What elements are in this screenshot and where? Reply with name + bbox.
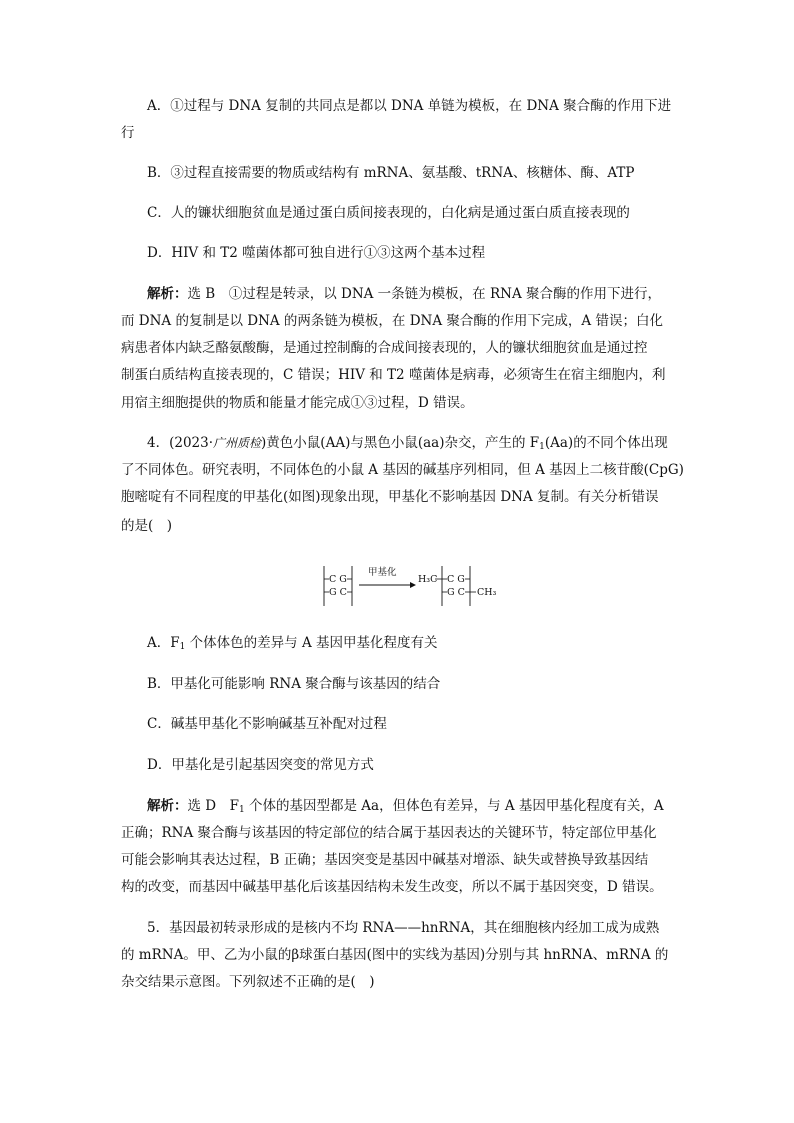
q3-analysis-text: 选 B ①过程是转录，以 DNA 一条链为模板，在 RNA 聚合酶的作用下进行， [187, 286, 661, 302]
q4-stem-line: 的是( ) [121, 518, 173, 534]
q3-analysis-line: 而 DNA 的复制是以 DNA 的两条链为模板，在 DNA 聚合酶的作用下完成，A 错误；白化 [121, 313, 663, 329]
q3-option-d: D．HIV 和 T2 噬菌体都可独自进行①③这两个基本过程 [147, 245, 486, 261]
q4-stem-line: 胞嘧啶有不同程度的甲基化(如图)现象出现，甲基化不影响基因 DNA 复制。有关分析错误 [121, 489, 659, 505]
q4-analysis-text: 选 D F [187, 798, 239, 814]
q4-analysis-label: 解析： [147, 798, 188, 814]
q4-subscript: 1 [179, 642, 186, 652]
q4-stem-text: )黄色小鼠(AA)与黑色小鼠(aa)杂交，产生的 F [261, 435, 540, 451]
q3-option-a: A．①过程与 DNA 复制的共同点是都以 DNA 单链为模板，在 DNA 聚合酶的作用下进 [147, 98, 672, 114]
q5-stem-line: 5．基因最初转录形成的是核内不均 RNA——hnRNA，其在细胞核内经加工成为成熟 [147, 920, 660, 936]
q4-option-b: B．甲基化可能影响 RNA 聚合酶与该基因的结合 [147, 676, 441, 692]
base-pair-top-left: C G [329, 574, 347, 585]
q4-stem-line: 了不同体色。研究表明，不同体色的小鼠 A 基因的碱基序列相同，但 A 基因上二核苷酸(CpG) [121, 462, 684, 478]
methylation-diagram [318, 562, 508, 610]
base-pair-top-right: C G [447, 574, 465, 585]
q3-analysis-line [147, 284, 661, 304]
q4-analysis-text: 个体的基因型都是 Aa，但体色有差异，与 A 基因甲基化程度有关，A [244, 798, 664, 814]
q4-option-a [147, 633, 437, 657]
base-pair-bottom-right: G C [447, 587, 465, 598]
base-pair-bottom-left: G C [329, 587, 347, 598]
q4-analysis-line: 构的改变，而基因中碱基甲基化后该基因结构未发生改变，所以不属于基因突变，D 错误。 [121, 879, 663, 895]
methyl-label-left: H₃C [418, 574, 438, 585]
q4-analysis-line [147, 796, 664, 820]
q4-source: 广州质检 [213, 436, 262, 450]
q4-option-a-prefix: A．F [147, 635, 180, 651]
q4-option-d: D．甲基化是引起基因突变的常见方式 [147, 757, 374, 773]
q4-option-a-text: 个体体色的差异与 A 基因甲基化程度有关 [185, 635, 438, 651]
methyl-label-right: CH₃ [477, 587, 497, 598]
q4-subscript: 1 [539, 442, 545, 452]
q4-analysis-line: 可能会影响其表达过程，B 正确；基因突变是基因中碱基对增添、缺失或替换导致基因结 [121, 852, 649, 868]
q4-subscript: 1 [238, 805, 245, 815]
q3-analysis-label: 解析： [147, 286, 188, 302]
arrow-head-icon [410, 582, 416, 588]
q4-analysis-line: 正确；RNA 聚合酶与该基因的特定部位的结合属于基因表达的关键环节，特定部位甲基化 [121, 825, 657, 841]
q5-stem-line: 的 mRNA。甲、乙为小鼠的β球蛋白基因(图中的实线为基因)分别与其 hnRNA、mRNA 的 [121, 947, 669, 963]
q4-number: 4．(2023· [147, 435, 214, 451]
q4-stem-line [147, 433, 668, 457]
arrow-label: 甲基化 [368, 567, 397, 578]
q3-analysis-line: 用宿主细胞提供的物质和能量才能完成①③过程，D 错误。 [121, 395, 474, 411]
q3-option-c: C．人的镰状细胞贫血是通过蛋白质间接表现的，白化病是通过蛋白质直接表现的 [147, 205, 630, 221]
q5-stem-line: 杂交结果示意图。下列叙述不正确的是( ) [121, 974, 375, 990]
q3-option-a-cont: 行 [121, 125, 135, 141]
q3-analysis-line: 制蛋白质结构直接表现的，C 错误；HIV 和 T2 噬菌体是病毒，必须寄生在宿主细胞内，利 [121, 367, 666, 383]
q4-stem-text: (Aa)的不同个体出现 [544, 435, 668, 451]
q3-analysis-line: 病患者体内缺乏酪氨酸酶，是通过控制酶的合成间接表现的，人的镰状细胞贫血是通过控 [121, 340, 648, 356]
q4-option-c: C．碱基甲基化不影响碱基互补配对过程 [147, 716, 387, 732]
q3-option-b: B．③过程直接需要的物质或结构有 mRNA、氨基酸、tRNA、核糖体、酶、ATP [147, 165, 635, 181]
